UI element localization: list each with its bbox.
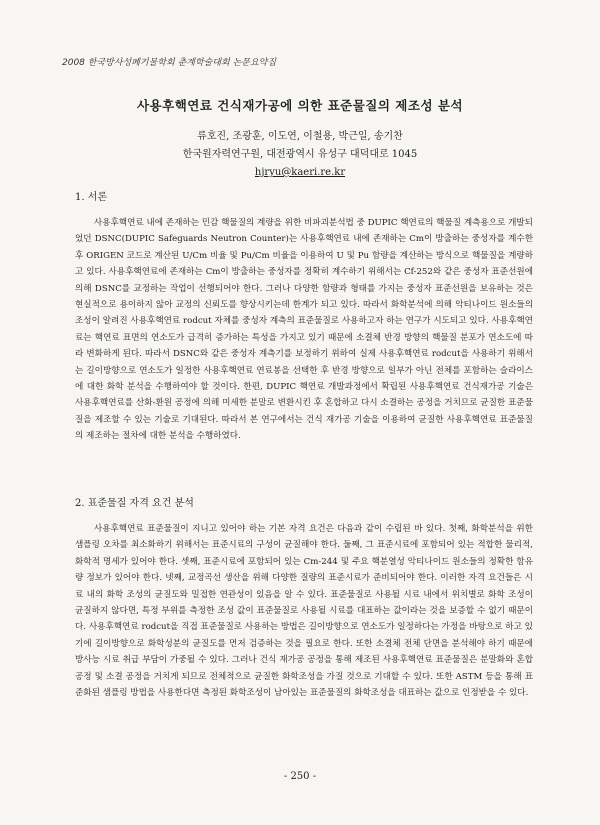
section-body-introduction: 사용후핵연료 내에 존재하는 민감 핵물질의 계량을 위한 비파괴분석법 중 DUPIC 핵연료의 핵물질 계측용으로 개발되었던 DSNC(DUPIC Safeguards Neutron Counter)는 사용후핵연료 내에 존재하는 Cm이 방출하는 중성자를 계수한 후 ORIGEN 코드로 계산된 U/Cm 비율 및 Pu/Cm 비율을 이용하여 U 및 Pu 함량을 계산하는 방식으로 핵물질을 계량하고 있다. 사용후핵연료에 존재하는 Cm이 방출하는 중성자를 정확히 계수하기 위해서는 Cf-252와 같은 중성자 표준선원에 의해 DSNC를 교정하는 작업이 선행되어야 한다. 그러나 다양한 함량과 형태를 가지는 중성자 표준선원을 보유하는 것은 현실적으로 용이하지 않아 교정의 신뢰도를 향상시키는데 한계가 되고 있다. 따라서 화학분석에 의해 악티나이드 원소들의 조성이 알려진 사용후핵연료 rodcut 자체를 중성자 계측의 표준물질로 사용하고자 하는 연구가 시도되고 있다. 사용후핵연료는 핵연료 표면의 연소도가 급격히 증가하는 특성을 가지고 있기 때문에 소결체 반경 방향의 핵물질 분포가 연소도에 따라 변화하게 된다. 따라서 DSNC와 같은 중성자 계측기를 보정하기 위하여 실제 사용후핵연료 rodcut을 사용하기 위해서는 길이방향으로 연소도가 일정한 사용후핵연료 연료봉을 선택한 후 반경 방향으로 일부가 아닌 전체를 포함하는 슬라이스에 대한 화학 분석을 수행하여야 할 것이다. 한편, DUPIC 핵연료 개발과정에서 확립된 사용후핵연료 건식재가공 기술은 사용후핵연료를 산화-환원 공정에 의해 미세한 분말로 변환시킨 후 혼합하고 다시 소결하는 공정을 거치므로 균질한 표준물질을 제조할 수 있는 기술로 기대된다. 따라서 본 연구에서는 건식 재가공 기술을 이용하여 균질한 사용후핵연료 표준물질의 제조하는 절차에 대한 분석을 수행하였다. [75, 218, 533, 442]
page-number: - 250 - [283, 771, 317, 782]
author-names: 류호진, 조광훈, 이도연, 이철용, 박근일, 송기찬 [197, 131, 403, 142]
section-heading-introduction: 1. 서론 [75, 192, 108, 203]
paper-title: 사용후핵연료 건식재가공에 의한 표준물질의 제조성 분석 [136, 98, 464, 113]
author-block [0, 128, 600, 182]
section-heading-requirements: 2. 표준물질 자격 요건 분석 [75, 498, 194, 509]
author-email[interactable]: hjryu@kaeri.re.kr [254, 167, 346, 178]
conference-header: 2008 한국방사성폐기물학회 춘계학술대회 논문요약집 [62, 58, 277, 68]
author-affiliation: 한국원자력연구원, 대전광역시 유성구 대덕대로 1045 [182, 149, 418, 160]
section-body-requirements: 사용후핵연료 표준물질이 지니고 있어야 하는 기본 자격 요건은 다음과 같이 수립된 바 있다. 첫째, 화학분석을 위한 샘플링 오차를 최소화하기 위해서는 표준시료의 구성이 균질해야 한다. 둘째, 그 표준시료에 포함되어 있는 적합한 물리적, 화학적 명세가 있어야 한다. 셋째, 표준시료에 포함되어 있는 Cm-244 및 주요 핵분열성 악티나이드 원소들의 정확한 함유량 정보가 있어야 한다. 넷째, 교정곡선 생산을 위해 다양한 질량의 표준시료가 준비되어야 한다. 이러한 자격 요건들은 시료 내의 화학 조성의 균질도와 밀접한 연관성이 있음을 알 수 있다. 표준물질로 사용될 시료 내에서 위치별로 화학 조성이 균질하지 않다면, 특정 부위를 측정한 조성 값이 표준물질로 사용될 시료를 대표하는 값이라는 것을 보증할 수 없기 때문이다. 사용후핵연료 rodcut을 직접 표준물질로 사용하는 방법은 길이방향으로 연소도가 일정하다는 가정을 바탕으로 하고 있기에 길이방향으로 화학성분의 균질도를 먼저 검증하는 것을 필요로 한다. 또한 소결체 전체 단면을 분석해야 하기 때문에 방사능 시료 취급 부담이 가중될 수 있다. 그러나 건식 재가공 공정을 통해 제조된 사용후핵연료 표준물질은 분말화와 혼합공정 및 소결 공정을 거치게 되므로 전체적으로 균질한 화학조성을 가질 것으로 기대할 수 있다. 또한 ASTM 등을 통해 표준화된 샘플링 방법을 사용한다면 측정된 화학조성이 남아있는 표준물질의 화학조성을 대표하는 값으로 인정받을 수 있다. [75, 524, 533, 699]
